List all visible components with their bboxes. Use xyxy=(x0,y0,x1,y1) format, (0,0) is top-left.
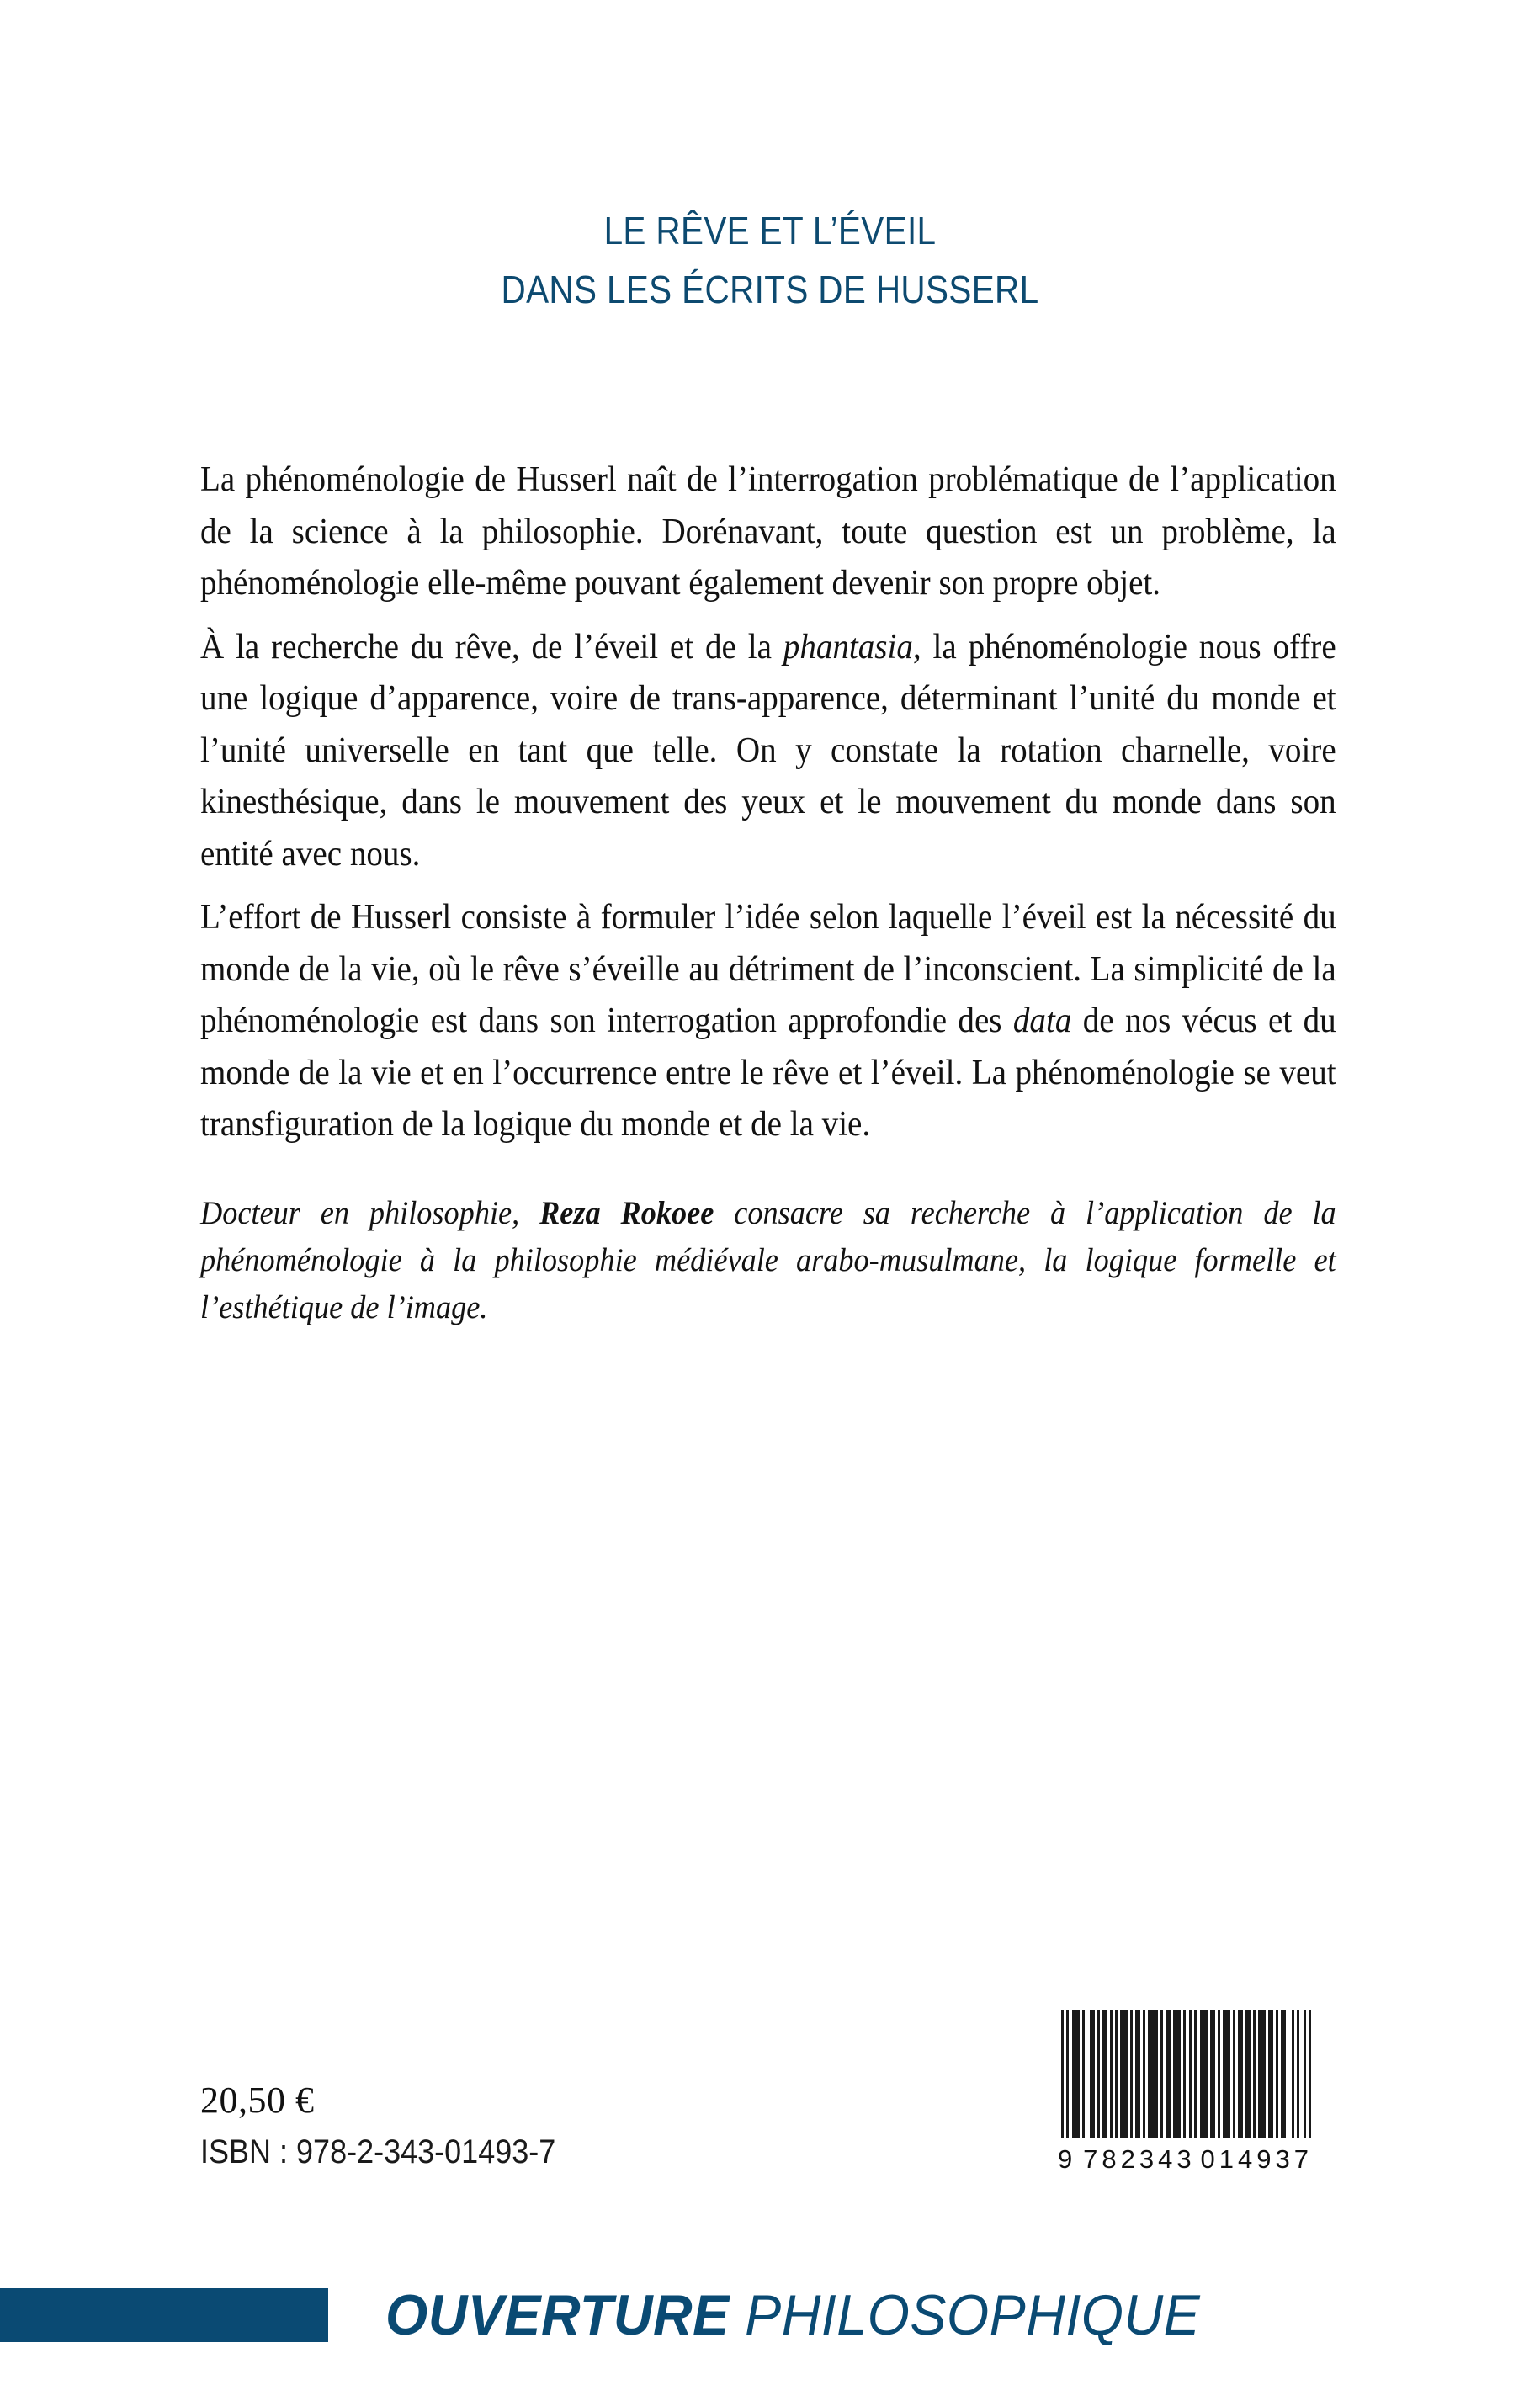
paragraph-3-text-a: L’effort de Husserl consiste à formuler l’idée selon laquelle l’éveil est la nécessité du monde de la vie, où le rêve s’éveille au détriment de l’inconscient. La simplicité de la phénoménologie est dans son interrogation approfondie des xyxy=(200,898,1336,1041)
barcode-left-digits: 782343 xyxy=(1083,2144,1196,2174)
footer-blue-bar xyxy=(0,2288,328,2342)
series-word-ouverture: OUVERTURE xyxy=(385,2282,730,2347)
blurb-paragraph-3 xyxy=(200,892,1336,1151)
barcode-right-digits: 014937 xyxy=(1200,2144,1313,2174)
barcode-bars xyxy=(1056,2010,1313,2157)
author-biography xyxy=(200,1190,1336,1331)
series-word-philosophique: PHILOSOPHIQUE xyxy=(745,2282,1201,2347)
bio-text-before-name: Docteur en philosophie, xyxy=(200,1194,540,1231)
book-title xyxy=(0,202,1540,320)
series-footer-banner xyxy=(0,2279,1540,2350)
blurb-text-block xyxy=(200,454,1336,1331)
price-label: 20,50 € xyxy=(200,2080,315,2121)
data-italic-term: data xyxy=(1012,1001,1072,1041)
paragraph-2-text-a: À la recherche du rêve, de l’éveil et de la xyxy=(200,627,783,667)
ean13-barcode xyxy=(1056,2010,1313,2157)
blurb-paragraph-2 xyxy=(200,622,1336,881)
paragraph-2-text-b: , la phénoménologie nous offre une logique d’apparence, voire de trans-apparence, déterminant l’unité du monde et l’unité universelle en tant que telle. On y constate la rotation charnelle, voire kinesthésique, dans le mouvement des yeux et le mouvement du monde dans son entité avec nous. xyxy=(200,627,1336,874)
paragraph-3-text-b: de nos vécus et du monde de la vie et en l’occurrence entre le rêve et l’éveil. La phénoménologie se veut transfiguration de la logique du monde et de la vie. xyxy=(200,1001,1336,1145)
blurb-paragraph-1 xyxy=(200,454,1336,610)
author-name: Reza Rokoee xyxy=(539,1194,714,1231)
barcode-first-digit: 9 xyxy=(1058,2144,1074,2174)
bio-text-after-name: consacre sa recherche à l’application de la phénoménologie à la philosophie médiévale arabo-musulmane, la logique formelle et l’esthétique de l’image. xyxy=(200,1194,1336,1326)
barcode-digits xyxy=(1056,2138,1313,2175)
isbn-label: ISBN : 978-2-343-01493-7 xyxy=(200,2133,556,2170)
paragraph-1-text: La phénoménologie de Husserl naît de l’interrogation problématique de l’application de la science à la philosophie. Dorénavant, toute question est un problème, la phénoménologie elle-même pouvant également devenir son propre objet. xyxy=(200,460,1336,603)
series-name xyxy=(385,2282,1201,2347)
title-line-1: LE RÊVE ET L’ÉVEIL xyxy=(603,209,937,252)
title-line-2: DANS LES ÉCRITS DE HUSSERL xyxy=(501,267,1039,311)
phantasia-italic-term: phantasia xyxy=(783,627,913,667)
